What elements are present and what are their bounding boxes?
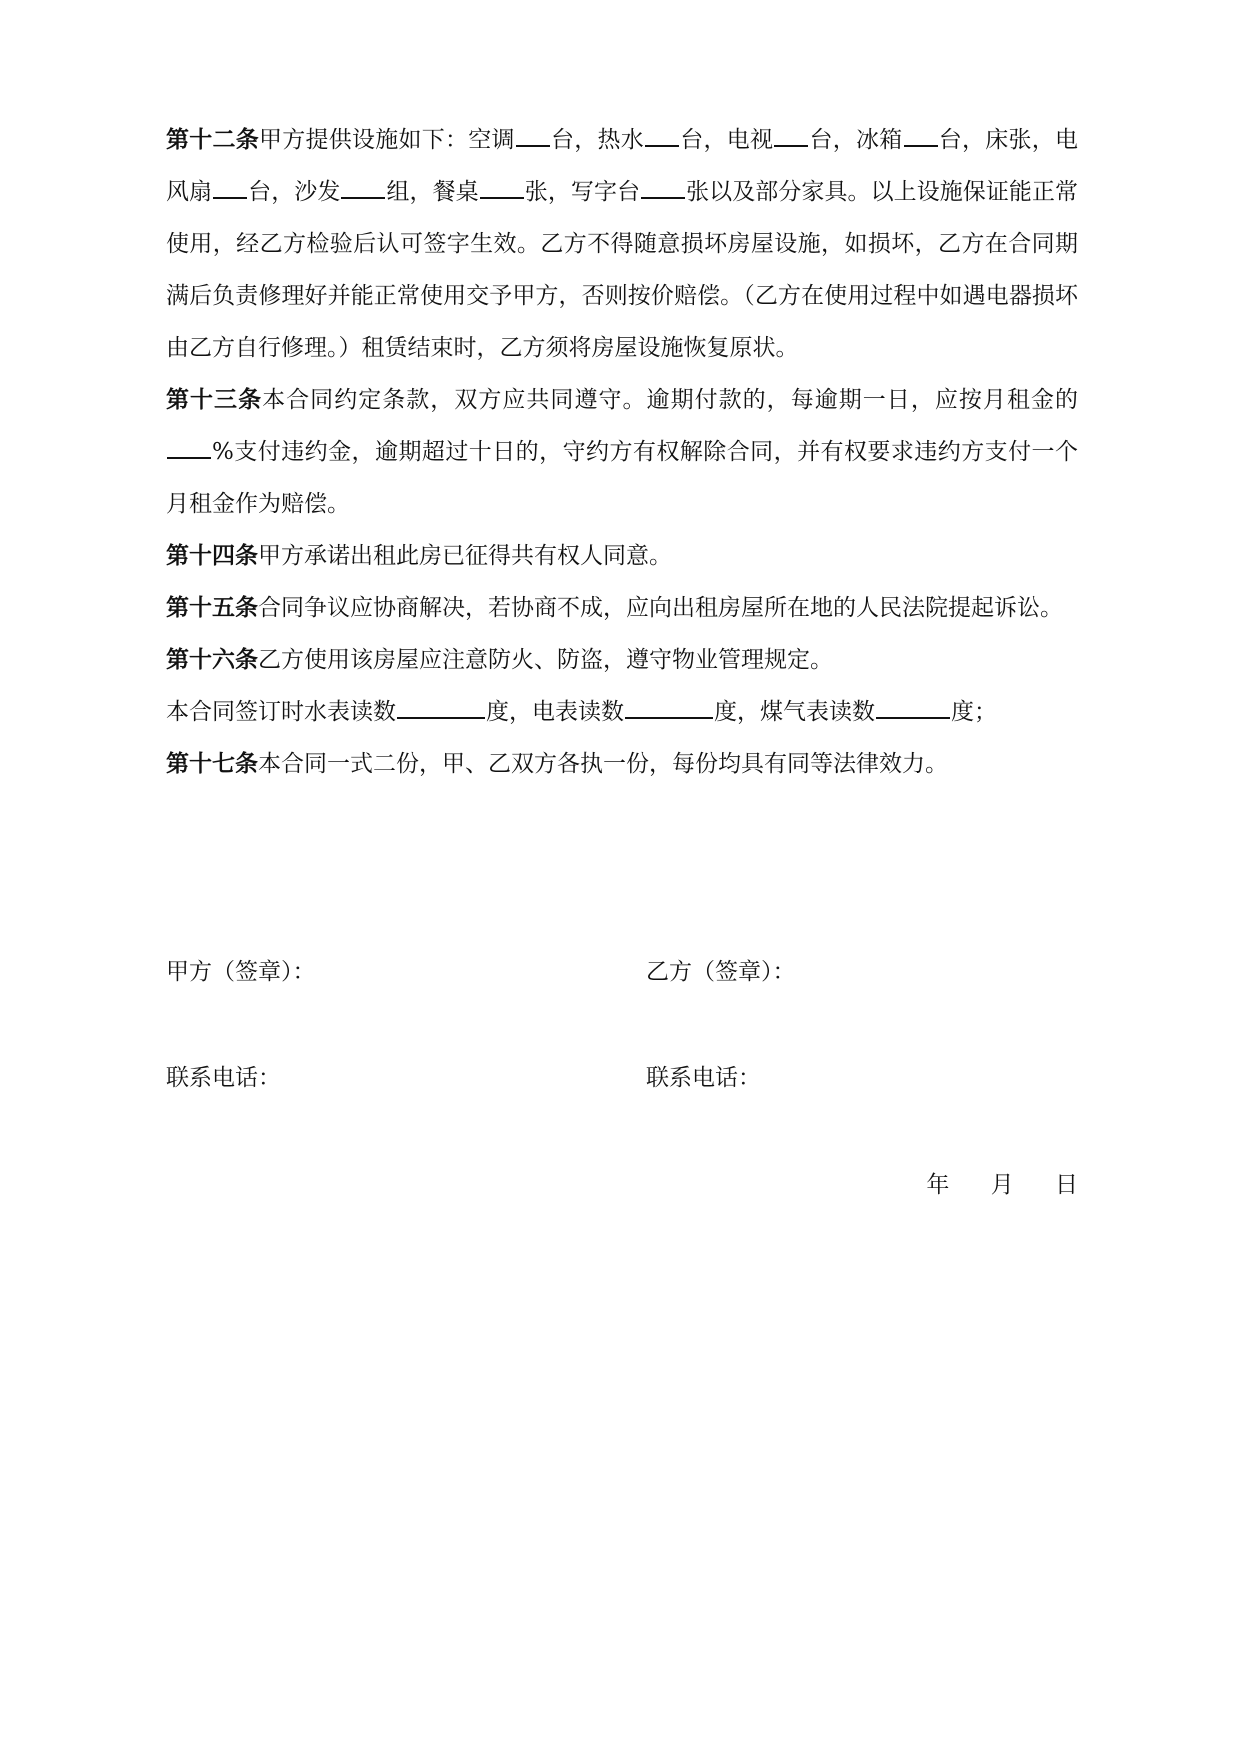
- article-13-text-2: %支付违约金，逾期超过十日的，守约方有权解除合同，并有权要求违约方支付一个月租金作为赔偿。: [166, 439, 1078, 517]
- meter-readings: [166, 686, 1078, 738]
- article-15: [166, 582, 1078, 634]
- gas-meter-blank: [876, 691, 950, 719]
- dining-table-count-blank: [480, 171, 524, 199]
- article-12-text-7: 组，餐桌: [386, 179, 479, 205]
- date-day-label: 日: [1055, 1172, 1078, 1198]
- article-12-text-8: 张，写字台: [524, 179, 641, 205]
- fan-count-blank: [213, 171, 247, 199]
- meter-text-1: 本合同签订时水表读数: [166, 699, 396, 725]
- contract-body: [166, 114, 1078, 790]
- article-16: [166, 634, 1078, 686]
- party-b-signature-label: 乙方（签章）：: [646, 959, 796, 985]
- meter-text-4: 度；: [951, 699, 997, 725]
- party-a-signature-label: 甲方（签章）：: [166, 959, 316, 985]
- party-a-phone-label: 联系电话：: [166, 1065, 281, 1091]
- article-12-title: 第十二条: [166, 127, 259, 153]
- tv-count-blank: [774, 119, 808, 147]
- article-13: [166, 374, 1078, 530]
- article-17-text: 本合同一式二份，甲、乙双方各执一份，每份均具有同等法律效力。: [258, 751, 948, 777]
- article-12-text-3: 台，电视: [680, 127, 774, 153]
- water-meter-blank: [397, 691, 485, 719]
- article-16-title: 第十六条: [166, 647, 258, 673]
- aircon-count-blank: [516, 119, 550, 147]
- article-14-title: 第十四条: [166, 543, 258, 569]
- article-17-title: 第十七条: [166, 751, 258, 777]
- meter-text-2: 度，电表读数: [486, 699, 624, 725]
- article-16-text: 乙方使用该房屋应注意防火、防盗，遵守物业管理规定。: [258, 647, 833, 673]
- article-12-text-9: 张以及部分家具。以上设施保证能正常使用，经乙方检验后认可签字生效。乙方不得随意损坏房屋设施，如损坏，乙方在合同期满后负责修理好并能正常使用交予甲方，否则按价赔偿。（乙方在使用过程中如遇电器损坏由乙方自行修理。）租赁结束时，乙方须将房屋设施恢复原状。: [166, 179, 1079, 361]
- desk-count-blank: [641, 171, 685, 199]
- water-heater-count-blank: [645, 119, 679, 147]
- article-12-text-5: 台，床张，电风扇: [166, 127, 1078, 205]
- article-15-title: 第十五条: [166, 595, 258, 621]
- article-12-text-4: 台，冰箱: [809, 127, 903, 153]
- party-b-phone-label: 联系电话：: [646, 1065, 761, 1091]
- article-12: [166, 114, 1078, 374]
- article-14: [166, 530, 1078, 582]
- fridge-count-blank: [904, 119, 938, 147]
- penalty-percent-blank: [167, 431, 211, 459]
- article-17: [166, 738, 1078, 790]
- article-12-text-6: 台，沙发: [248, 179, 341, 205]
- sofa-count-blank: [341, 171, 385, 199]
- article-12-text-1: 甲方提供设施如下：空调: [259, 127, 515, 153]
- article-13-title: 第十三条: [166, 387, 263, 413]
- article-15-text: 合同争议应协商解决，若协商不成，应向出租房屋所在地的人民法院提起诉讼。: [258, 595, 1063, 621]
- article-12-text-2: 台，热水: [550, 127, 644, 153]
- electric-meter-blank: [625, 691, 713, 719]
- date-month-label: 月: [990, 1172, 1014, 1198]
- meter-text-3: 度，煤气表读数: [714, 699, 875, 725]
- article-14-text: 甲方承诺出租此房已征得共有权人同意。: [258, 543, 672, 569]
- article-13-text-1: 本合同约定条款，双方应共同遵守。逾期付款的，每逾期一日，应按月租金的: [262, 387, 1079, 413]
- date-year-label: 年: [926, 1172, 950, 1198]
- date-line: [166, 1165, 1078, 1205]
